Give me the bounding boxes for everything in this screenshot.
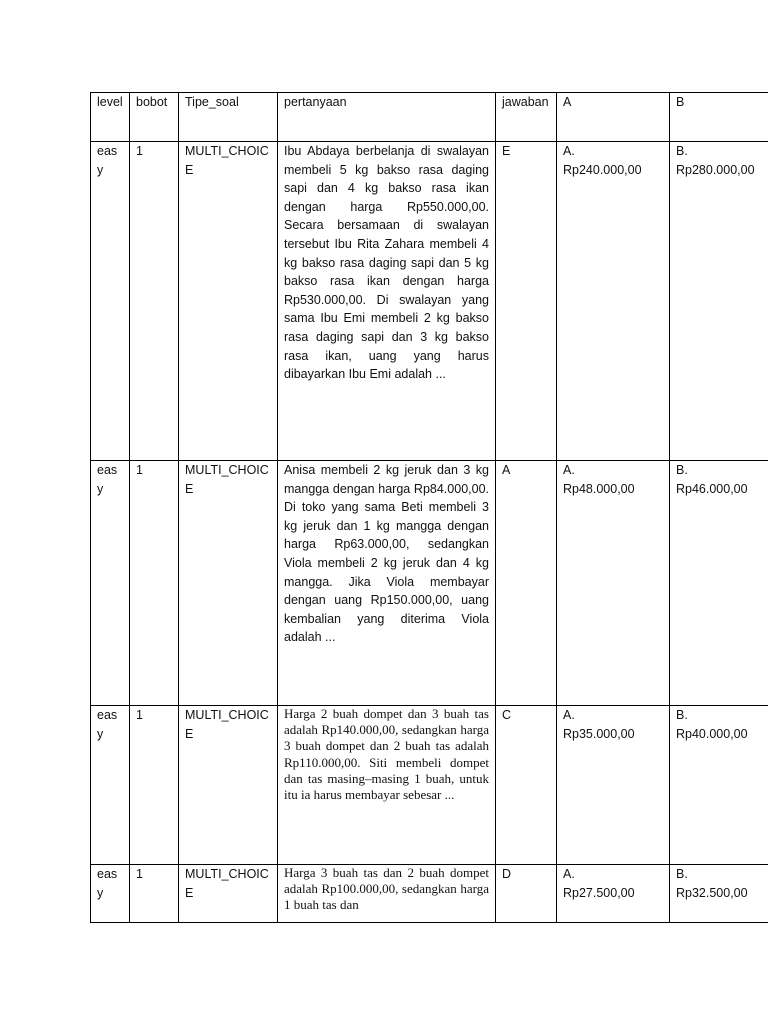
- tipe-soal-cell: MULTI_CHOICE: [179, 706, 278, 865]
- table-row: [91, 142, 768, 461]
- option-b-cell: [670, 461, 768, 706]
- level-cell: easy: [91, 706, 130, 865]
- table-row: [91, 461, 768, 706]
- option-b-value: Rp280.000,00: [676, 162, 755, 177]
- option-b-letter: B.: [676, 708, 688, 722]
- option-a-cell: [557, 142, 670, 461]
- question-table: [90, 92, 768, 923]
- option-a-letter: A.: [563, 463, 575, 477]
- header-jawaban: jawaban: [496, 93, 557, 142]
- answer-cell: C: [496, 706, 557, 865]
- header-bobot: bobot: [130, 93, 179, 142]
- table-row: [91, 865, 768, 923]
- option-b-cell: [670, 142, 768, 461]
- option-a-letter: A.: [563, 144, 575, 158]
- answer-cell: E: [496, 142, 557, 461]
- option-b-value: Rp32.500,00: [676, 885, 748, 900]
- option-a-value: Rp240.000,00: [563, 162, 642, 177]
- tipe-soal-cell: MULTI_CHOICE: [179, 461, 278, 706]
- option-a-value: Rp35.000,00: [563, 726, 635, 741]
- option-b-letter: B.: [676, 463, 688, 477]
- question-cell: [278, 142, 496, 461]
- question-cell: [278, 706, 496, 865]
- option-a-letter: A.: [563, 708, 575, 722]
- question-cell: [278, 865, 496, 923]
- question-text: Anisa membeli 2 kg jeruk dan 3 kg mangga dengan harga Rp84.000,00. Di toko yang sama Beti membeli 3 kg jeruk dan 1 kg mangga dengan harga Rp63.000,00, sedangkan Viola membeli 2 kg jeruk dan 4 kg mangga. Jika Viola membayar dengan uang Rp150.000,00, uang kembalian yang diterima Viola adalah ...: [284, 463, 489, 645]
- table-row: [91, 706, 768, 865]
- bobot-cell: 1: [130, 461, 179, 706]
- bobot-cell: 1: [130, 142, 179, 461]
- option-b-value: Rp40.000,00: [676, 726, 748, 741]
- answer-cell: A: [496, 461, 557, 706]
- option-a-value: Rp27.500,00: [563, 885, 635, 900]
- header-pertanyaan: pertanyaan: [278, 93, 496, 142]
- question-text: Ibu Abdaya berbelanja di swalayan membeli 5 kg bakso rasa daging sapi dan 4 kg bakso rasa ikan dengan harga Rp550.000,00. Secara bersamaan di swalayan tersebut Ibu Rita Zahara membeli 4 kg bakso rasa daging sapi dan 5 kg bakso rasa ikan dengan harga Rp530.000,00. Di swalayan yang sama Ibu Emi membeli 2 kg bakso rasa daging sapi dan 3 kg bakso rasa ikan, uang yang harus dibayarkan Ibu Emi adalah ...: [284, 144, 489, 382]
- header-option-b: B: [670, 93, 768, 142]
- header-option-a: A: [557, 93, 670, 142]
- option-a-cell: [557, 461, 670, 706]
- tipe-soal-cell: MULTI_CHOICE: [179, 142, 278, 461]
- bobot-cell: 1: [130, 865, 179, 923]
- question-text: Harga 2 buah dompet dan 3 buah tas adalah Rp140.000,00, sedangkan harga 3 buah dompet dan 2 buah tas adalah Rp110.000,00. Siti membeli dompet dan tas masing–masing 1 buah, untuk itu ia harus membayar sebesar ...: [284, 706, 489, 803]
- option-a-letter: A.: [563, 867, 575, 881]
- option-b-value: Rp46.000,00: [676, 481, 748, 496]
- option-b-letter: B.: [676, 867, 688, 881]
- option-b-cell: [670, 706, 768, 865]
- level-cell: easy: [91, 142, 130, 461]
- level-cell: easy: [91, 461, 130, 706]
- header-level: level: [91, 93, 130, 142]
- bobot-cell: 1: [130, 706, 179, 865]
- option-a-cell: [557, 706, 670, 865]
- option-a-cell: [557, 865, 670, 923]
- question-cell: [278, 461, 496, 706]
- option-a-value: Rp48.000,00: [563, 481, 635, 496]
- header-tipe-soal: Tipe_soal: [179, 93, 278, 142]
- option-b-cell: [670, 865, 768, 923]
- header-row: [91, 93, 768, 142]
- level-cell: easy: [91, 865, 130, 923]
- question-text: Harga 3 buah tas dan 2 buah dompet adalah Rp100.000,00, sedangkan harga 1 buah tas dan: [284, 865, 489, 913]
- tipe-soal-cell: MULTI_CHOICE: [179, 865, 278, 923]
- option-b-letter: B.: [676, 144, 688, 158]
- answer-cell: D: [496, 865, 557, 923]
